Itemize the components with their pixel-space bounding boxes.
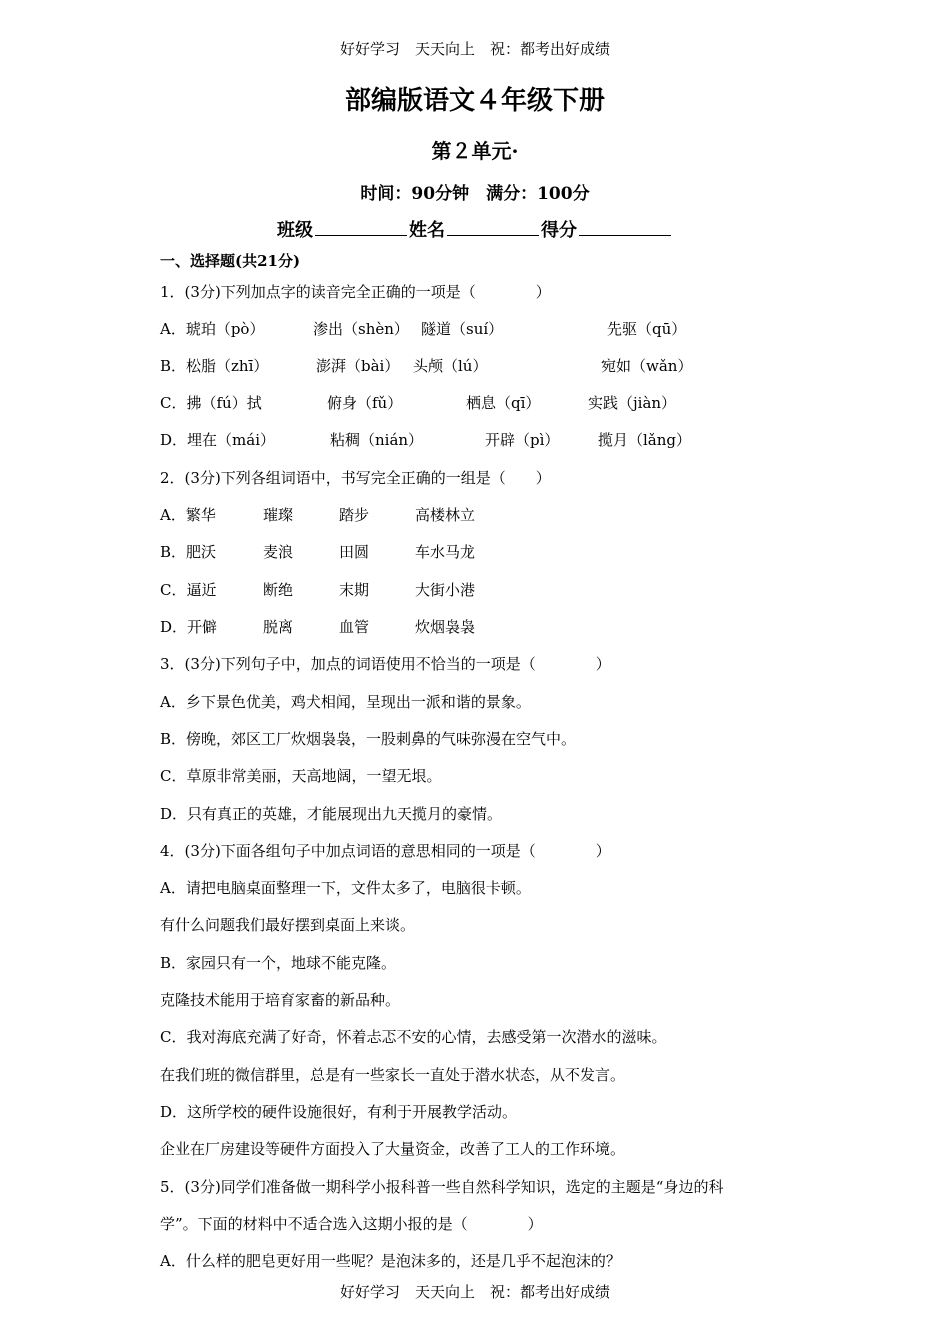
q4-option-c-1: C．我对海底充满了好奇，怀着忐忑不安的心情，去感受第一次潜水的滋味。 (160, 1028, 667, 1046)
option-text: 末期 (339, 581, 370, 599)
class-blank (315, 219, 407, 236)
option-text: 车水马龙 (415, 543, 476, 561)
option-text: 高楼林立 (415, 506, 476, 524)
class-info-line (0, 216, 950, 242)
score-blank (579, 219, 671, 236)
option-text: 炊烟袅袅 (415, 618, 476, 636)
option-text: 宛如（wǎn） (601, 357, 693, 375)
option-text: 开辟（pì） (485, 431, 560, 449)
option-text: A．琥珀（pò） (160, 320, 265, 338)
q5-stem-line-1: 5．(3分)同学们准备做一期科学小报科普一些自然科学知识，选定的主题是“身边的科 (160, 1178, 724, 1196)
option-text: 踏步 (339, 506, 370, 524)
option-text: C．拂（fú）拭 (160, 394, 262, 412)
q4-option-b-1: B．家园只有一个，地球不能克隆。 (160, 954, 397, 972)
option-text: C．逼近 (160, 581, 217, 599)
option-text: 断绝 (263, 581, 294, 599)
q4-option-d-2: 企业在厂房建设等硬件方面投入了大量资金，改善了工人的工作环境。 (160, 1140, 626, 1158)
page-title: 部编版语文４年级下册 (344, 86, 605, 116)
option-text: B．肥沃 (160, 543, 217, 561)
option-text: 血管 (339, 618, 370, 636)
name-blank (447, 219, 539, 236)
q4-option-a-2: 有什么问题我们最好摆到桌面上来谈。 (160, 916, 416, 934)
page-footer: 好好学习 天天向上 祝：都考出好成绩 (339, 1283, 610, 1301)
q4-option-b-2: 克隆技术能用于培育家畜的新品种。 (160, 991, 401, 1009)
option-text: 揽月（lǎng） (598, 431, 692, 449)
option-text: 璀璨 (263, 506, 294, 524)
option-text: 实践（jiàn） (588, 394, 677, 412)
class-label: 班级 (277, 220, 313, 241)
q5-stem-line-2: 学”。下面的材料中不适合选入这期小报的是（ ） (160, 1215, 543, 1233)
q2-stem: 2．(3分)下列各组词语中，书写完全正确的一组是（ ） (160, 469, 551, 487)
q4-option-d-1: D．这所学校的硬件设施很好，有利于开展教学活动。 (160, 1103, 518, 1121)
option-text: A．繁华 (160, 506, 216, 524)
section-heading: 一、选择题(共21分) (160, 252, 301, 270)
option-text: D．开僻 (160, 618, 218, 636)
score-label: 得分 (541, 220, 577, 241)
q4-stem: 4．(3分)下面各组句子中加点词语的意思相同的一项是（ ） (160, 842, 611, 860)
option-text: 栖息（qī） (466, 394, 541, 412)
unit-title: 第２单元· (431, 139, 519, 163)
option-text: D．埋在（mái） (160, 431, 275, 449)
option-text: 澎湃（bài） (316, 357, 400, 375)
option-text: 田圆 (339, 543, 370, 561)
q3-option-b: B．傍晚，郊区工厂炊烟袅袅，一股刺鼻的气味弥漫在空气中。 (160, 730, 577, 748)
option-text: 隧道（suí） (421, 320, 504, 338)
name-label: 姓名 (409, 220, 445, 241)
option-text: 先驱（qū） (607, 320, 687, 338)
q4-option-a-1: A．请把电脑桌面整理一下，文件太多了，电脑很卡顿。 (160, 879, 531, 897)
q3-option-c: C．草原非常美丽，天高地阔，一望无垠。 (160, 767, 442, 785)
option-text: 大街小港 (415, 581, 476, 599)
q5-option-a: A．什么样的肥皂更好用一些呢？是泡沫多的，还是几乎不起泡沫的？ (160, 1252, 621, 1270)
q3-stem: 3．(3分)下列句子中，加点的词语使用不恰当的一项是（ ） (160, 655, 611, 673)
option-text: 脱离 (263, 618, 294, 636)
q3-option-d: D．只有真正的英雄，才能展现出九天揽月的豪情。 (160, 805, 503, 823)
option-text: B．松脂（zhī） (160, 357, 269, 375)
option-text: 渗出（shèn） (313, 320, 409, 338)
page-header: 好好学习 天天向上 祝：都考出好成绩 (339, 40, 610, 58)
q1-stem: 1．(3分)下列加点字的读音完全正确的一项是（ ） (160, 283, 551, 301)
option-text: 俯身（fǔ） (327, 394, 403, 412)
q3-option-a: A．乡下景色优美，鸡犬相闻，呈现出一派和谐的景象。 (160, 693, 531, 711)
time-info: 时间：90分钟 满分：100分 (360, 184, 590, 204)
option-text: 粘稠（nián） (330, 431, 424, 449)
option-text: 麦浪 (263, 543, 294, 561)
q4-option-c-2: 在我们班的微信群里，总是有一些家长一直处于潜水状态，从不发言。 (160, 1066, 626, 1084)
option-text: 头颅（lú） (413, 357, 488, 375)
